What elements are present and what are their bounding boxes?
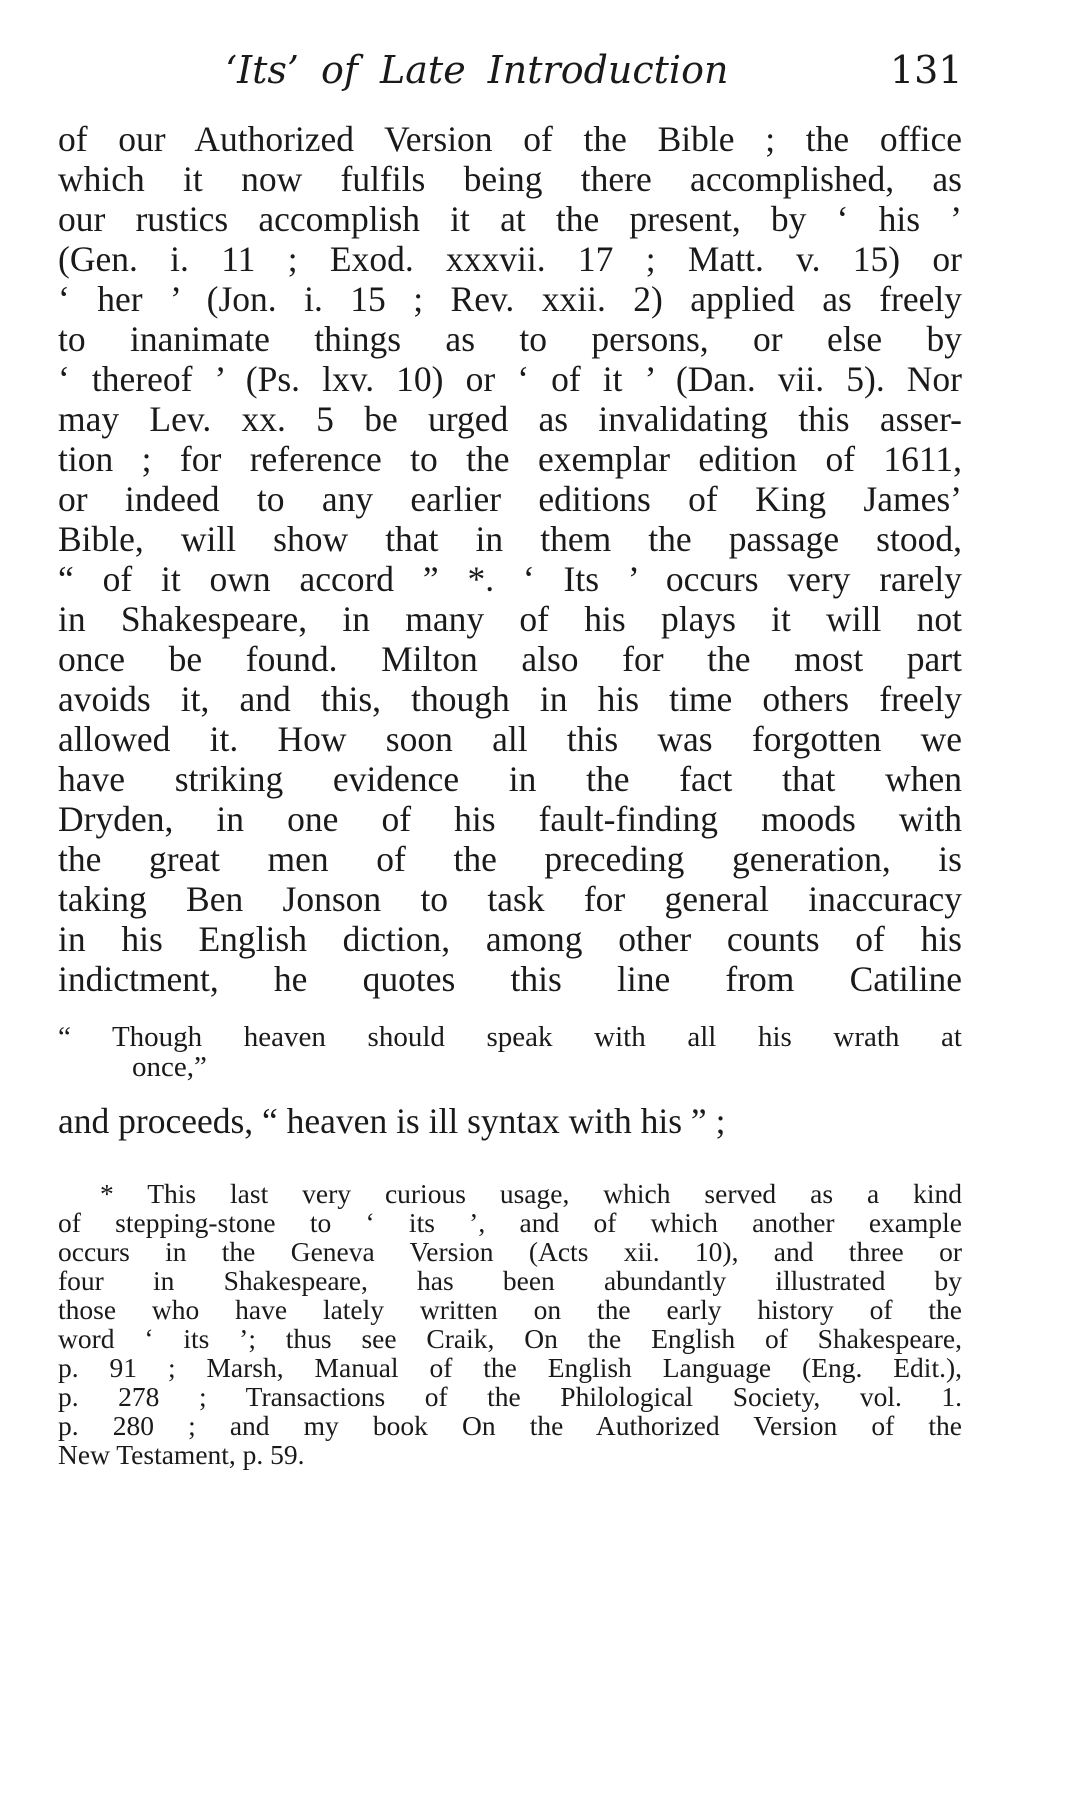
footnote-line: p. 280 ; and my book On the Authorized Version of the [58,1410,962,1441]
body-line: once be found. Milton also for the most part [58,639,962,679]
quotation-line: once,” [132,1051,207,1083]
footnote-line: those who have lately written on the early history of the [58,1294,962,1325]
body-line: of our Authorized Version of the Bible ; the office [58,119,962,159]
footnote-line: * This last very curious usage, which served as a kind [100,1178,962,1209]
body-line: Dryden, in one of his fault-finding moods with [58,799,962,839]
body-line: (Gen. i. 11 ; Exod. xxxvii. 17 ; Matt. v. 15) or [58,239,962,279]
body-line: ‘ thereof ’ (Ps. lxv. 10) or ‘ of it ’ (Dan. vii. 5). Nor [58,359,962,399]
body-line: avoids it, and this, though in his time others freely [58,679,962,719]
running-title: ‘Its’ of Late Introduction [225,48,729,92]
quotation-line: “ Though heaven should speak with all his wrath at [58,1021,962,1053]
page-number: 131 [890,48,963,92]
body-line: have striking evidence in the fact that when [58,759,962,799]
body-line: which it now fulfils being there accomplished, as [58,159,962,199]
body-line: allowed it. How soon all this was forgotten we [58,719,962,759]
footnote-line: word ‘ its ’; thus see Craik, On the English of Shakespeare, [58,1323,962,1354]
body-line: in his English diction, among other counts of his [58,919,962,959]
body-line: may Lev. xx. 5 be urged as invalidating this asser- [58,399,962,439]
body-line: ‘ her ’ (Jon. i. 15 ; Rev. xxii. 2) applied as freely [58,279,962,319]
body-line: or indeed to any earlier editions of King James’ [58,479,962,519]
body-line: taking Ben Jonson to task for general inaccuracy [58,879,962,919]
body-line: tion ; for reference to the exemplar edition of 1611, [58,439,962,479]
body-line: our rustics accomplish it at the present, by ‘ his ’ [58,199,962,239]
footnote-line: p. 91 ; Marsh, Manual of the English Language (Eng. Edit.), [58,1352,962,1383]
body-line: Bible, will show that in them the passage stood, [58,519,962,559]
body-line: to inanimate things as to persons, or else by [58,319,962,359]
footnote-line: of stepping-stone to ‘ its ’, and of which another example [58,1207,962,1238]
footnote-line: New Testament, p. 59. [58,1439,305,1470]
body-line: indictment, he quotes this line from Catiline [58,959,962,999]
footnote-line: p. 278 ; Transactions of the Philological Society, vol. 1. [58,1381,962,1412]
body-line: in Shakespeare, in many of his plays it will not [58,599,962,639]
footnote-line: four in Shakespeare, has been abundantly illustrated by [58,1265,962,1296]
body-line: and proceeds, “ heaven is ill syntax with his ” ; [58,1101,726,1141]
body-line: the great men of the preceding generation, is [58,839,962,879]
footnote-line: occurs in the Geneva Version (Acts xii. 10), and three or [58,1236,962,1267]
body-line: “ of it own accord ” *. ‘ Its ’ occurs very rarely [58,559,962,599]
